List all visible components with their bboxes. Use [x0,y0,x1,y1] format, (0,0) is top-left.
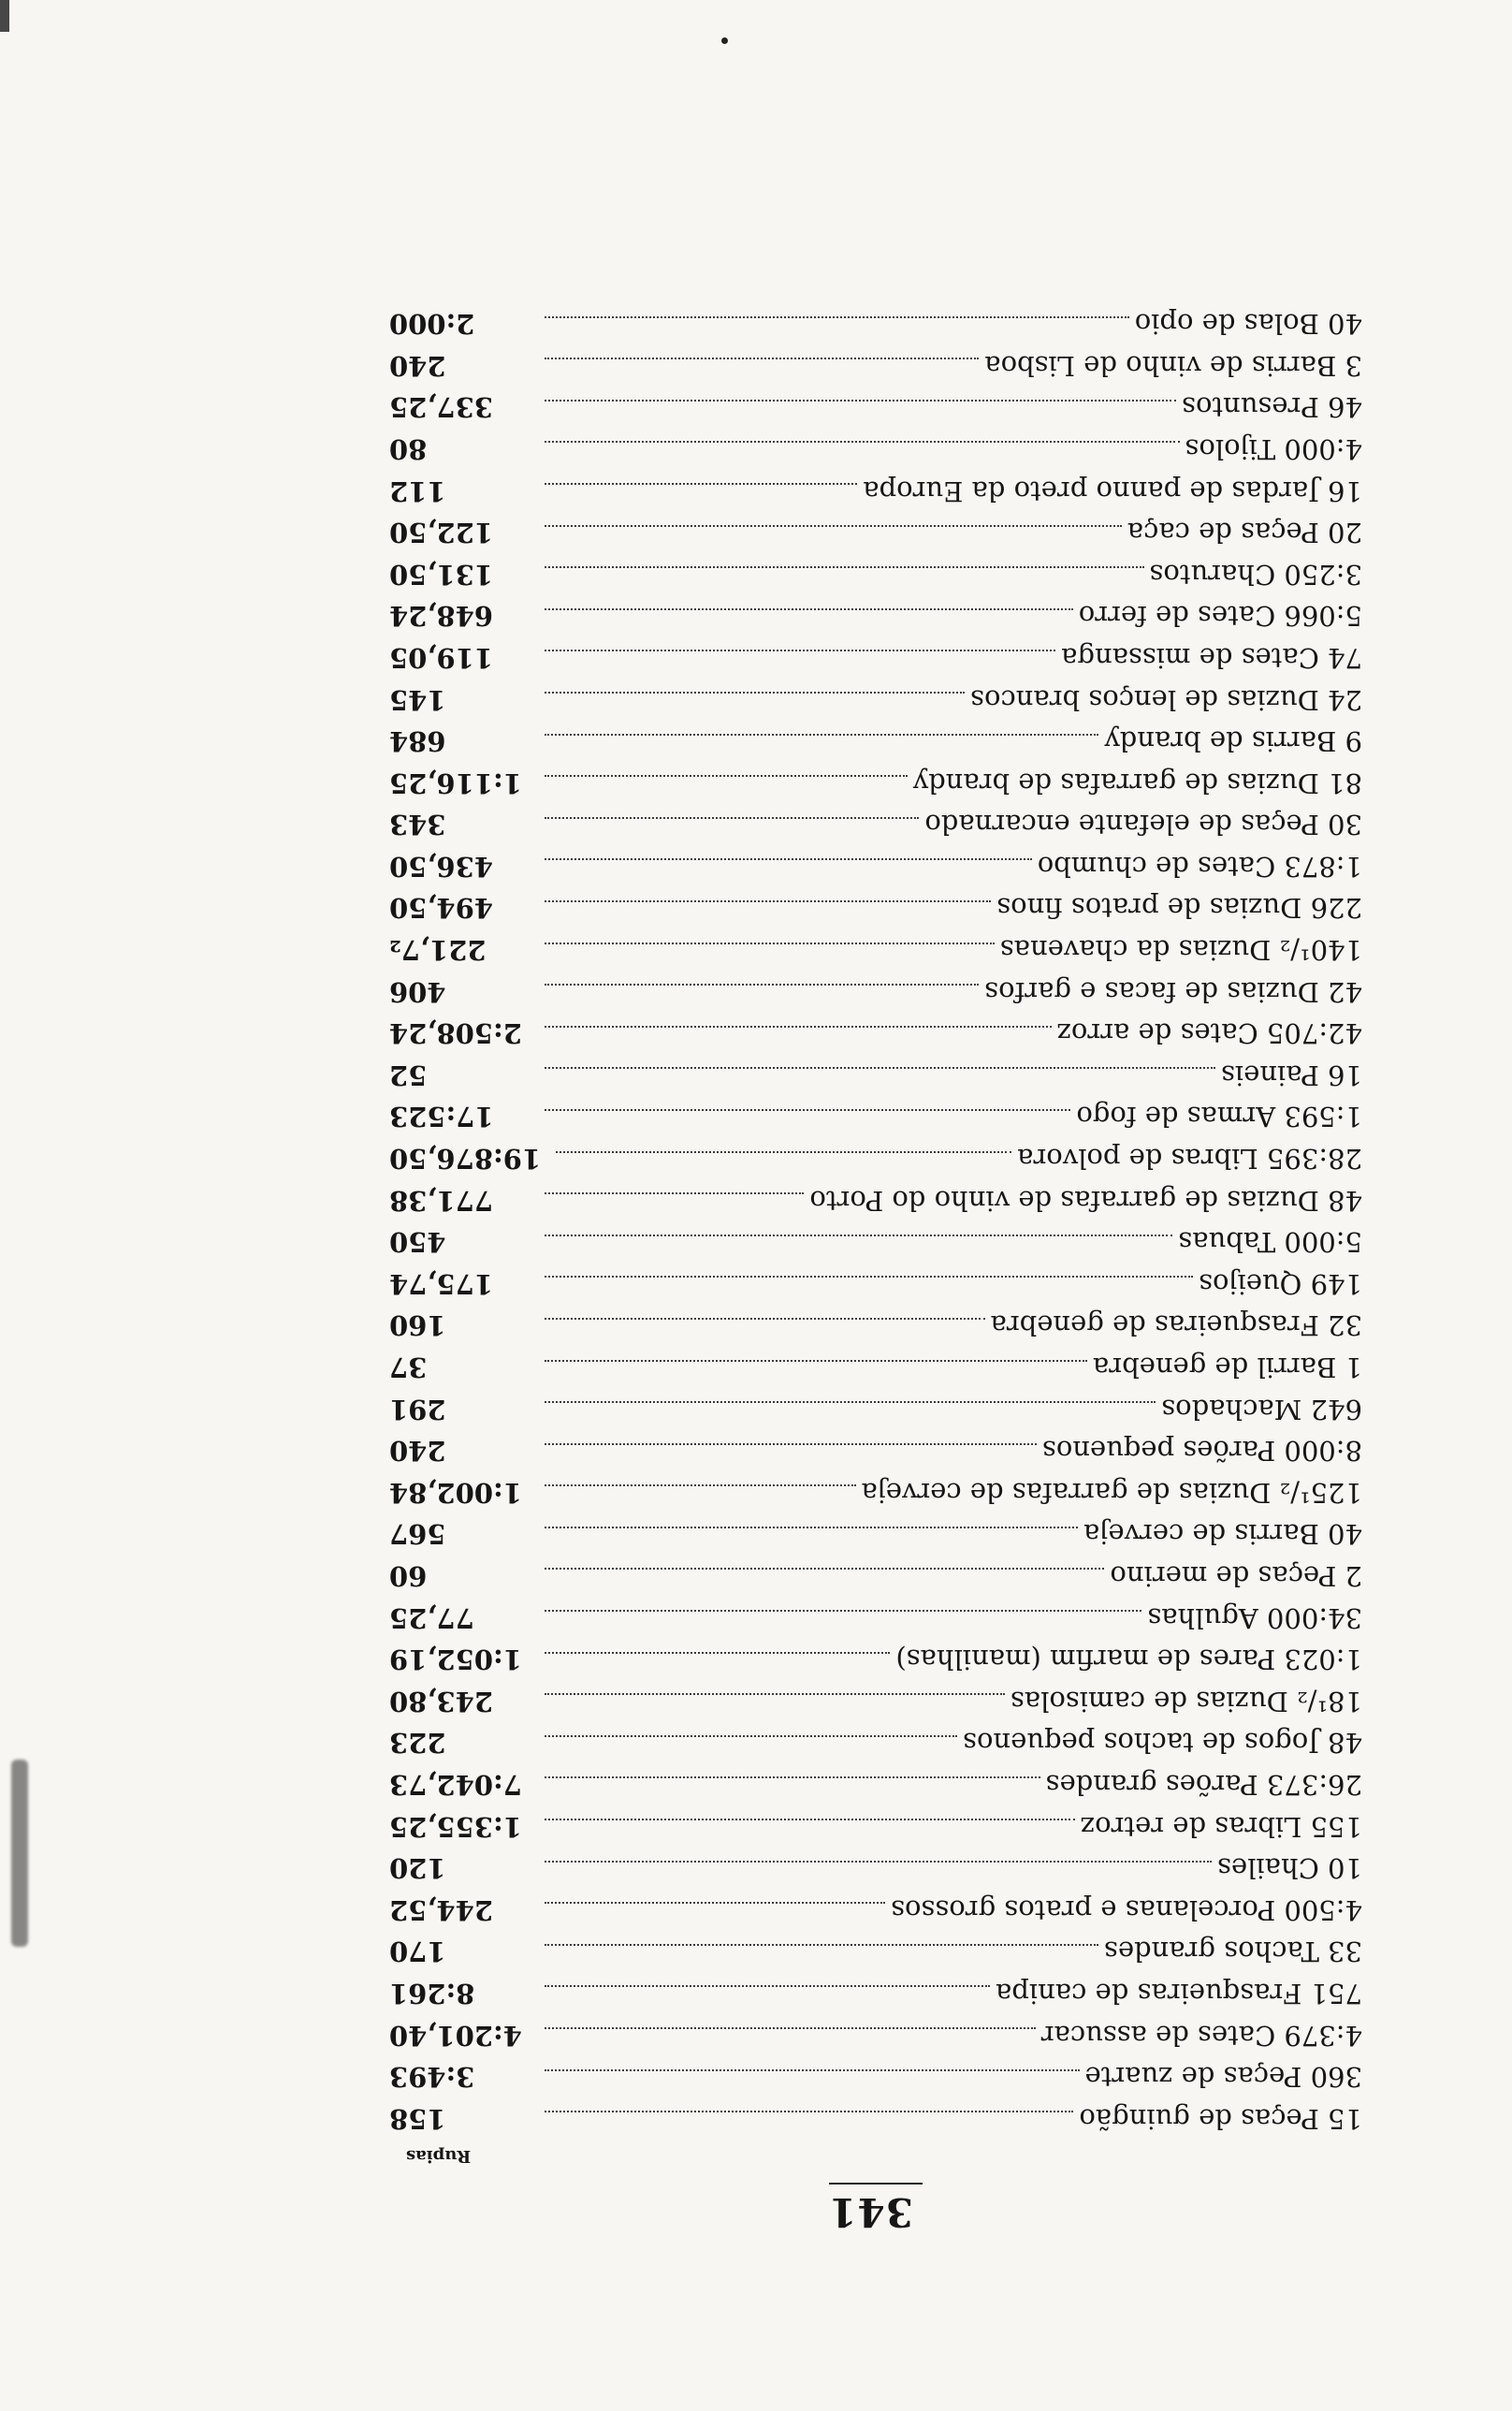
item-amount: 145 [389,683,446,716]
item-description: 9 Barris de brandy [1104,725,1362,758]
item-description: 125¹/₂ Duzias de garrafas de cerveja [861,1476,1362,1509]
item-description: 81 Duzias de garrafas de brandy [912,767,1362,799]
item-description: 48 Duzias de garrafas de vinho do Porto [809,1184,1362,1217]
dot-leader [545,692,965,694]
item-amount: 1:355,25 [389,1810,522,1843]
ledger-row [389,1556,1362,1598]
item-amount: 52 [389,1059,428,1091]
item-amount: 37 [389,1352,428,1384]
dot-leader [545,1819,1075,1821]
item-description: 1 Barril de genebra [1093,1352,1362,1384]
ledger-row [389,1138,1362,1180]
dot-leader [545,650,1055,652]
dot-leader [545,525,1122,528]
dot-leader [545,1985,990,1988]
item-amount: 170 [389,1936,446,1968]
item-description: 1:873 Cates de chumbo [1037,850,1362,883]
dot-leader [545,1235,1172,1237]
ledger-row [389,679,1362,721]
ledger-row [389,1805,1362,1848]
ledger-row [389,1388,1362,1430]
item-description: 48 Jogos de tachos pequenos [963,1727,1362,1760]
dot-leader [545,734,1098,737]
dot-leader [545,1026,1052,1029]
item-amount: 771,38 [389,1184,493,1217]
item-amount: 4:201,40 [389,2019,522,2052]
item-description: 155 Libras de retroz [1080,1810,1362,1843]
item-description: 751 Frasqueiras de canipa [996,1977,1362,2009]
item-amount: 221,7₂ [389,934,487,967]
item-amount: 119,05 [389,641,493,674]
ledger-row [389,1597,1362,1639]
ledger-row [389,512,1362,554]
item-amount: 243,80 [389,1685,493,1717]
ledger-row [389,762,1362,804]
dot-leader [545,358,979,360]
ledger-row [389,387,1362,429]
ledger-row [389,1221,1362,1264]
ledger-row [389,1264,1362,1306]
ledger-row [389,1931,1362,1973]
item-amount: 1:002,84 [389,1476,522,1509]
item-amount: 131,50 [389,558,493,591]
dot-leader [545,400,1176,402]
item-description: 24 Duzias de lenços brancos [970,683,1362,716]
dot-leader [545,817,919,820]
item-amount: 244,52 [389,1893,493,1926]
item-amount: 343 [389,809,446,841]
page-number: 341 [828,2189,913,2235]
dot-leader [545,1276,1193,1279]
item-amount: 1:116,25 [389,767,522,799]
dot-leader [545,2069,1080,2072]
ledger-row [389,595,1362,637]
item-description: 4:379 Cates de assucar [1040,2019,1362,2052]
item-amount: 17:523 [389,1101,494,1133]
item-amount: 240 [389,349,446,382]
item-amount: 160 [389,1309,446,1342]
item-amount: 158 [389,2102,446,2135]
item-amount: 406 [389,975,446,1008]
item-amount: 436,50 [389,850,493,883]
item-description: 3 Barris de vinho de Lisboa [984,349,1362,382]
ledger-row [389,344,1362,387]
item-amount: 80 [389,432,428,465]
ledger-row [389,1889,1362,1931]
item-description: 28:395 Libras de polvora [1017,1143,1362,1176]
item-description: 30 Peças de elefante encarnado [924,809,1362,841]
dot-leader [545,1902,885,1905]
dot-leader [545,2027,1036,2030]
item-amount: 2:000 [389,308,475,341]
ledger-row [389,1430,1362,1472]
item-amount: 240 [389,1435,446,1468]
item-amount: 77,25 [389,1601,474,1634]
item-description: 149 Queijos [1199,1267,1362,1300]
item-amount: 8:261 [389,1977,475,2009]
item-amount: 223 [389,1727,446,1760]
ledger-list [389,303,1362,2140]
item-description: 10 Chailes [1217,1852,1362,1885]
dot-leader [545,1443,1037,1446]
ledger-row [389,1722,1362,1764]
item-amount: 3:493 [389,2061,475,2094]
item-description: 20 Peças de caça [1127,517,1362,549]
ledger-row [389,804,1362,846]
dot-leader [545,1318,985,1321]
dot-leader [545,1735,957,1738]
ledger-row [389,1055,1362,1097]
ledger-row [389,1639,1362,1681]
dot-leader [545,858,1032,861]
item-description: 40 Bolas de opio [1134,308,1362,341]
item-description: 1:593 Armas de fogo [1076,1101,1362,1133]
dot-leader [545,1484,856,1487]
item-description: 4:000 Tijolos [1185,432,1362,465]
currency-header: Rupias [406,2146,472,2166]
item-amount: 337,25 [389,391,493,424]
ledger-row [389,1305,1362,1347]
item-amount: 291 [389,1393,446,1425]
dot-leader [545,1693,1005,1696]
item-description: 33 Tachos grandes [1104,1936,1362,1968]
item-description: 46 Presuntos [1182,391,1362,424]
dot-leader [545,1568,1104,1571]
item-description: 5:066 Cates de ferro [1078,600,1362,633]
ledger-row [389,929,1362,972]
item-description: 2 Peças de merino [1110,1559,1362,1592]
ledger-row [389,637,1362,679]
ledger-row [389,721,1362,763]
item-description: 642 Machados [1161,1393,1362,1425]
item-amount: 494,50 [389,892,493,925]
dot-leader [556,1151,1011,1154]
ledger-row [389,1096,1362,1138]
item-amount: 19:876,50 [389,1143,542,1176]
ledger-row [389,1472,1362,1514]
item-amount: 120 [389,1852,446,1885]
dot-leader [545,316,1129,319]
dot-leader [545,900,991,903]
ledger-row [389,429,1362,471]
item-amount: 7:042,73 [389,1768,522,1801]
ledger-row [389,2097,1362,2140]
item-description: 40 Barris de cerveja [1083,1518,1362,1551]
item-description: 3:250 Charutos [1149,558,1362,591]
item-amount: 60 [389,1559,428,1592]
item-description: 74 Cates de missanga [1061,641,1362,674]
ledger-row [389,1179,1362,1221]
item-description: 140¹/₂ Duzias da chavenas [999,934,1362,967]
ledger-row [389,303,1362,345]
ledger-row [389,553,1362,595]
item-description: 26:373 Parões grandes [1045,1768,1362,1801]
item-amount: 648,24 [389,600,493,633]
ledger-row [389,1013,1362,1055]
ledger-row [389,1973,1362,2015]
item-amount: 2:508,24 [389,1017,522,1050]
dot-leader [545,1610,1141,1613]
item-description: 16 Jardas de panno preto da Europa [863,475,1362,507]
ledger-row [389,1848,1362,1890]
ledger-row [389,470,1362,512]
dot-leader [545,1944,1098,1947]
dot-leader [545,984,979,986]
item-amount: 450 [389,1226,446,1259]
dot-leader [545,608,1073,611]
ledger-row [389,846,1362,888]
dot-leader [545,775,908,778]
ledger-row [389,2056,1362,2098]
dot-leader [545,1067,1215,1070]
item-amount: 112 [389,475,446,507]
dot-leader [545,1652,890,1655]
item-description: 42:705 Cates de arroz [1056,1017,1362,1050]
item-amount: 122,50 [389,517,493,549]
ledger-row [389,887,1362,929]
item-description: 1:023 Pares de marfim (manilhas) [895,1644,1362,1676]
dot-leader [545,1109,1070,1112]
dot-leader [545,566,1144,569]
item-description: 32 Frasqueiras de genebra [990,1309,1362,1342]
item-amount: 567 [389,1518,446,1551]
dot-leader [545,2111,1073,2113]
ledger-row [389,2014,1362,2056]
dot-leader [545,1527,1078,1529]
item-description: 34:000 Agulhas [1147,1601,1362,1634]
ledger-row [389,1764,1362,1806]
item-amount: 175,74 [389,1267,493,1300]
item-amount: 684 [389,725,446,758]
dot-leader [545,942,995,945]
ledger-row [389,1347,1362,1389]
item-description: 18¹/₂ Duzias de camisolas [1010,1685,1362,1717]
item-description: 8:000 Parões pequenos [1041,1435,1362,1468]
item-description: 16 Paineis [1221,1059,1362,1091]
dot-leader [545,1776,1040,1779]
dot-leader [545,483,857,486]
dot-leader [545,1360,1087,1363]
item-amount: 1:052,19 [389,1644,522,1676]
page-number-rule [829,2183,923,2185]
dot-leader [545,1192,804,1195]
item-description: 15 Peças de guingão [1079,2102,1362,2135]
item-description: 360 Peças de zuarte [1084,2061,1362,2094]
item-description: 4:500 Porcelanas e pratos grossos [891,1893,1362,1926]
dot-leader [545,1401,1156,1404]
ledger-row [389,971,1362,1013]
item-description: 5:000 Tabuas [1178,1226,1362,1259]
dot-leader [545,1861,1212,1863]
item-description: 42 Duzias de facas e garfos [984,975,1362,1008]
dot-leader [545,441,1180,444]
ledger-row [389,1513,1362,1556]
ledger-row [389,1680,1362,1722]
item-description: 226 Duzias de pratos finos [996,892,1362,925]
